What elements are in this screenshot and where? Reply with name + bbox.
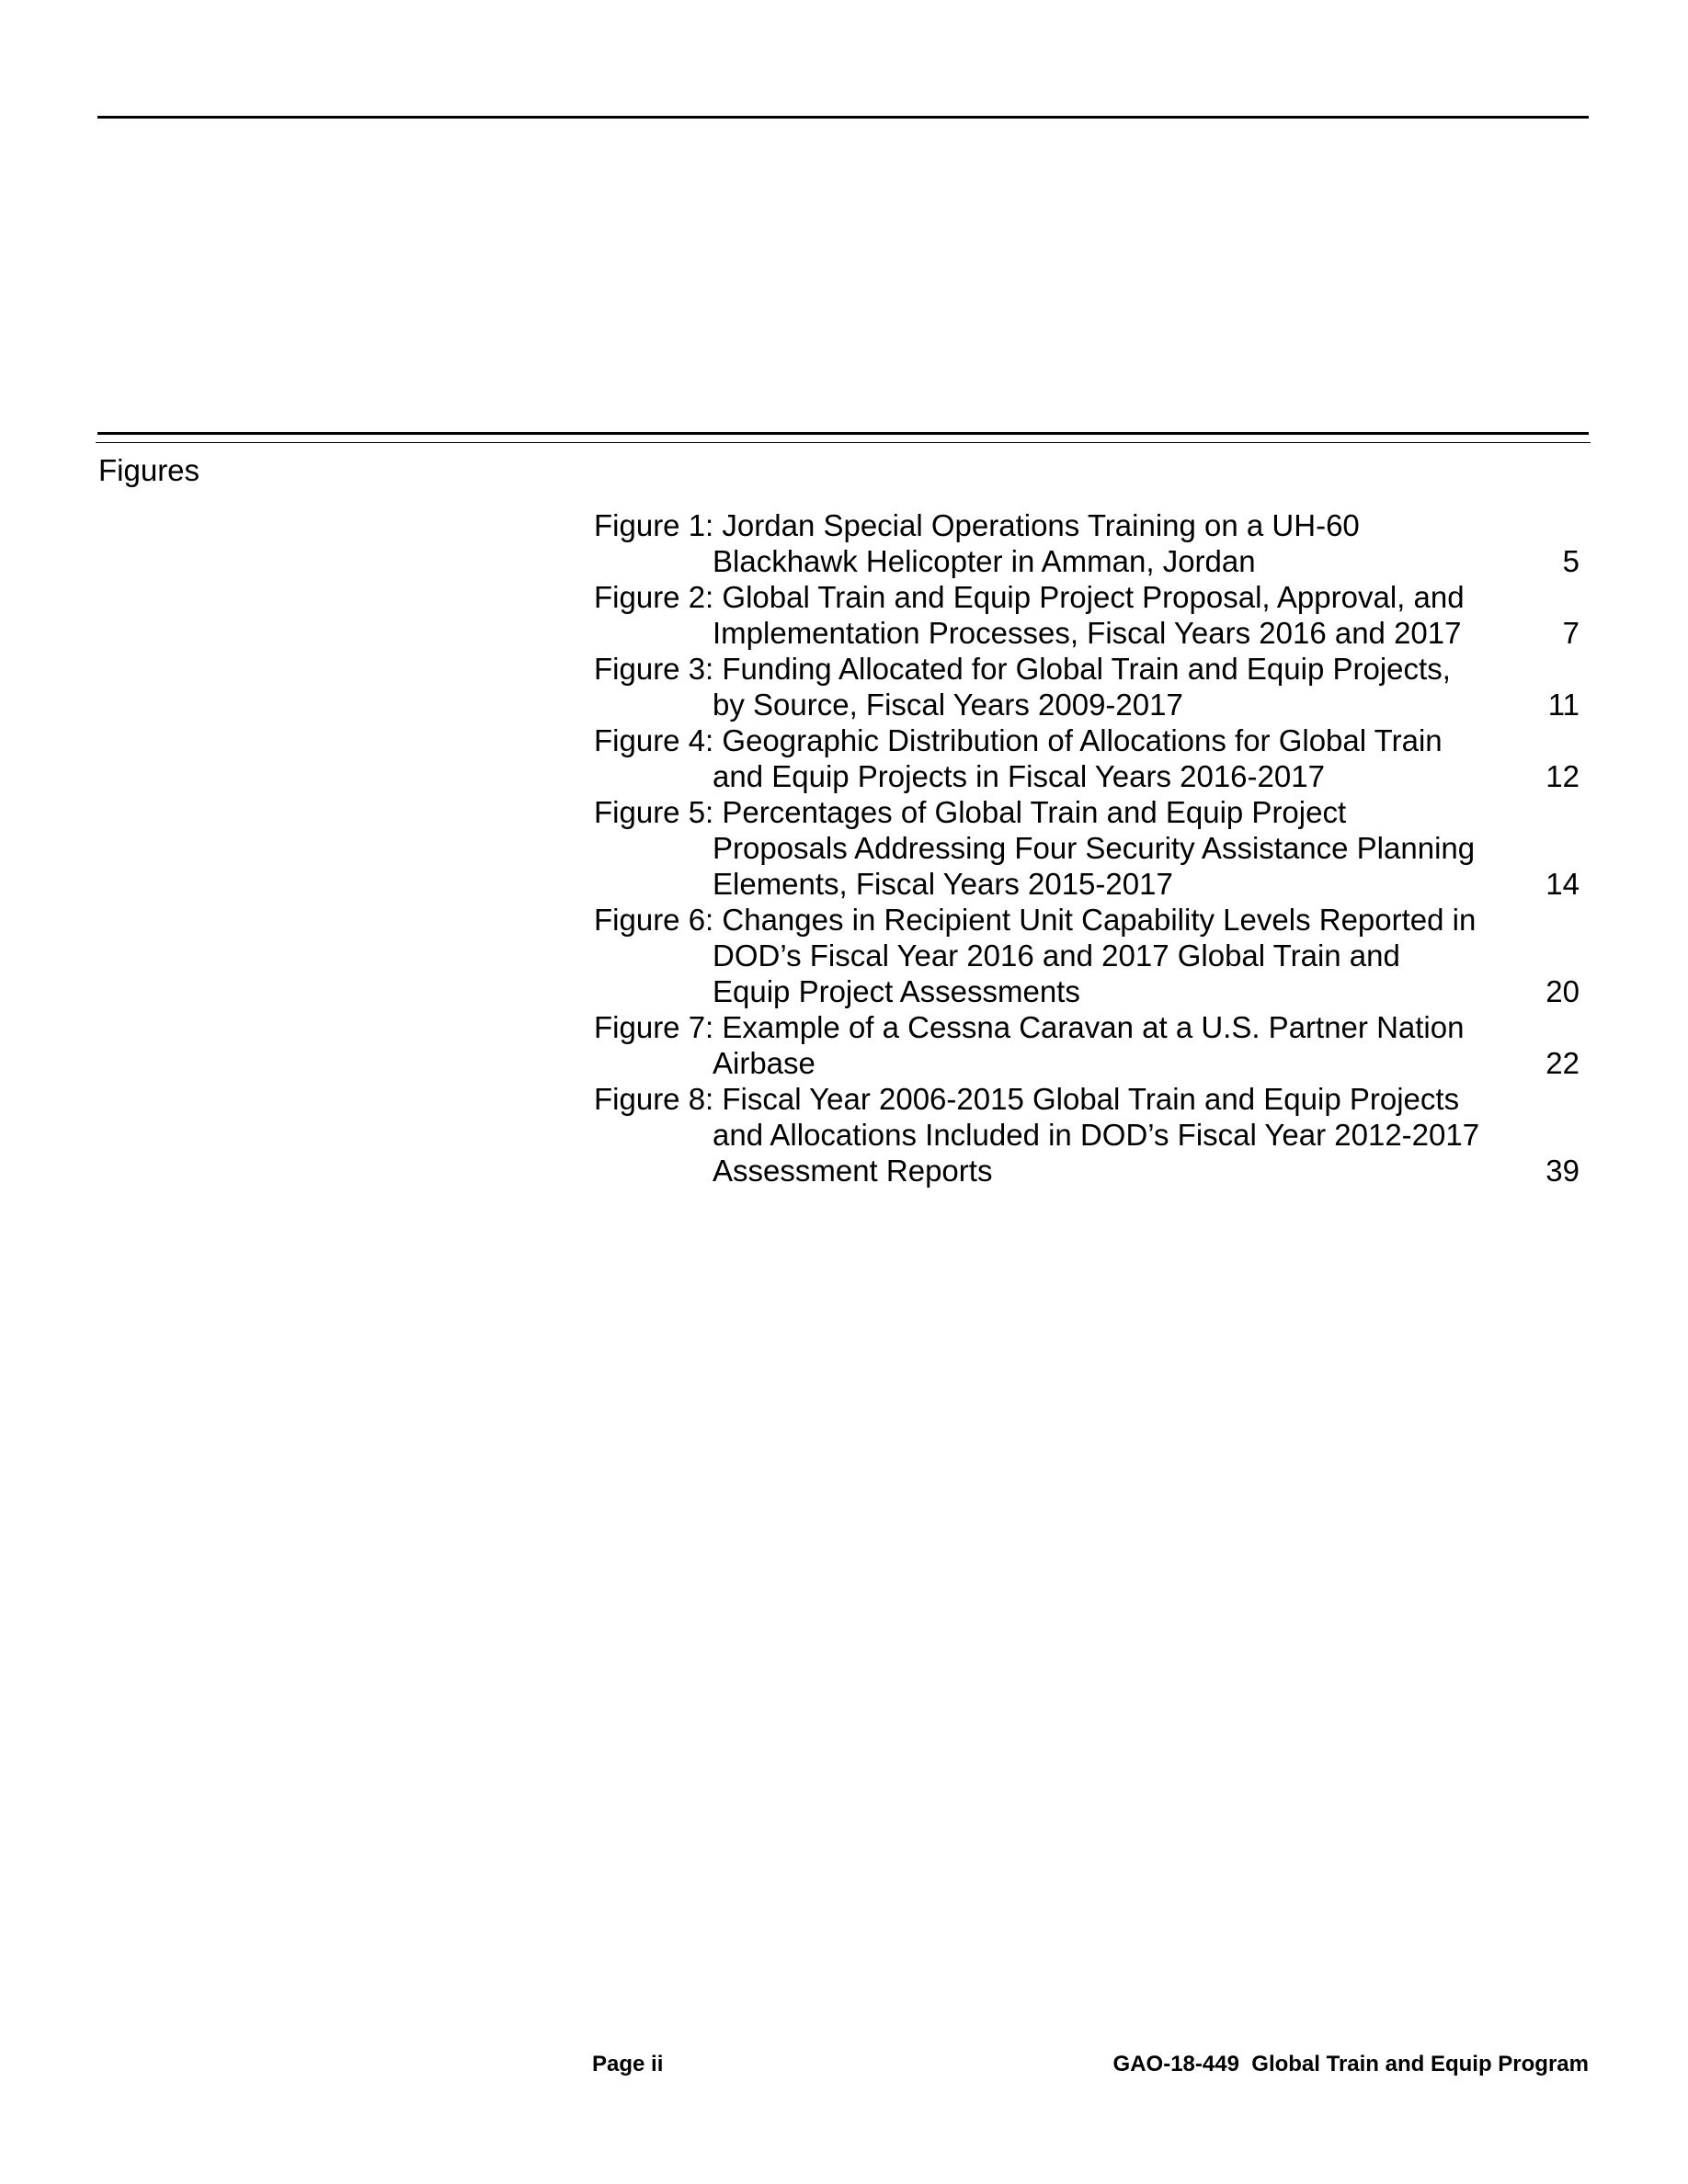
page-number: 14 [1545, 867, 1580, 901]
figure-title-line: and Equip Projects in Fiscal Years 2016-2017 [713, 759, 1325, 793]
footer-page-number: Page ii [592, 2052, 664, 2076]
figure-title-line: DOD’s Fiscal Year 2016 and 2017 Global Train and [713, 938, 1400, 973]
figure-title-line: by Source, Fiscal Years 2009-2017 [713, 688, 1183, 722]
top-divider [97, 116, 1589, 119]
figure-title-line: Proposals Addressing Four Security Assistance Planning [713, 831, 1476, 865]
figure-title-line: Equip Project Assessments [713, 974, 1080, 1008]
figure-entry[interactable] [594, 579, 1589, 651]
figures-list [594, 507, 1589, 1189]
figure-title-line: Figure 2: Global Train and Equip Project Proposal, Approval, and [594, 580, 1465, 614]
page-number: 7 [1562, 616, 1580, 650]
figure-entry[interactable] [594, 507, 1589, 579]
page-number: 11 [1547, 688, 1580, 722]
figure-title-line: Blackhawk Helicopter in Amman, Jordan [713, 544, 1256, 578]
section-label: Figures [98, 453, 200, 487]
figure-title-line: Figure 5: Percentages of Global Train and Equip Project [594, 795, 1347, 829]
figure-title-line: Figure 6: Changes in Recipient Unit Capability Levels Reported in [594, 903, 1477, 937]
figure-entry[interactable] [594, 794, 1589, 902]
figure-title-line: Figure 4: Geographic Distribution of Allocations for Global Train [594, 723, 1443, 757]
figure-entry[interactable] [594, 651, 1589, 722]
figure-entry[interactable] [594, 902, 1589, 1009]
figure-entry[interactable] [594, 722, 1589, 794]
footer-report-title: GAO-18-449 Global Train and Equip Program [1112, 2052, 1589, 2076]
page-number: 22 [1545, 1046, 1580, 1080]
figure-title-line: Figure 1: Jordan Special Operations Training on a UH-60 [594, 508, 1360, 542]
figure-title-line: Figure 8: Fiscal Year 2006-2015 Global Train and Equip Projects [594, 1082, 1460, 1116]
figure-entry[interactable] [594, 1009, 1589, 1081]
page-number: 20 [1545, 974, 1580, 1008]
section-divider-thin [96, 442, 1591, 443]
section-divider-thick [97, 432, 1589, 435]
figure-entry[interactable] [594, 1081, 1589, 1189]
figure-title-line: Elements, Fiscal Years 2015-2017 [713, 867, 1173, 901]
page-number: 12 [1545, 759, 1580, 793]
figure-title-line: Figure 7: Example of a Cessna Caravan at a U.S. Partner Nation [594, 1010, 1465, 1044]
page-number: 39 [1545, 1154, 1580, 1188]
figure-title-line: Assessment Reports [713, 1154, 993, 1188]
figure-title-line: and Allocations Included in DOD’s Fiscal Year 2012-2017 [713, 1118, 1480, 1152]
figure-title-line: Airbase [713, 1046, 815, 1080]
page-number: 5 [1562, 544, 1580, 578]
figure-title-line: Figure 3: Funding Allocated for Global Train and Equip Projects, [594, 652, 1451, 686]
figure-title-line: Implementation Processes, Fiscal Years 2016 and 2017 [713, 616, 1462, 650]
